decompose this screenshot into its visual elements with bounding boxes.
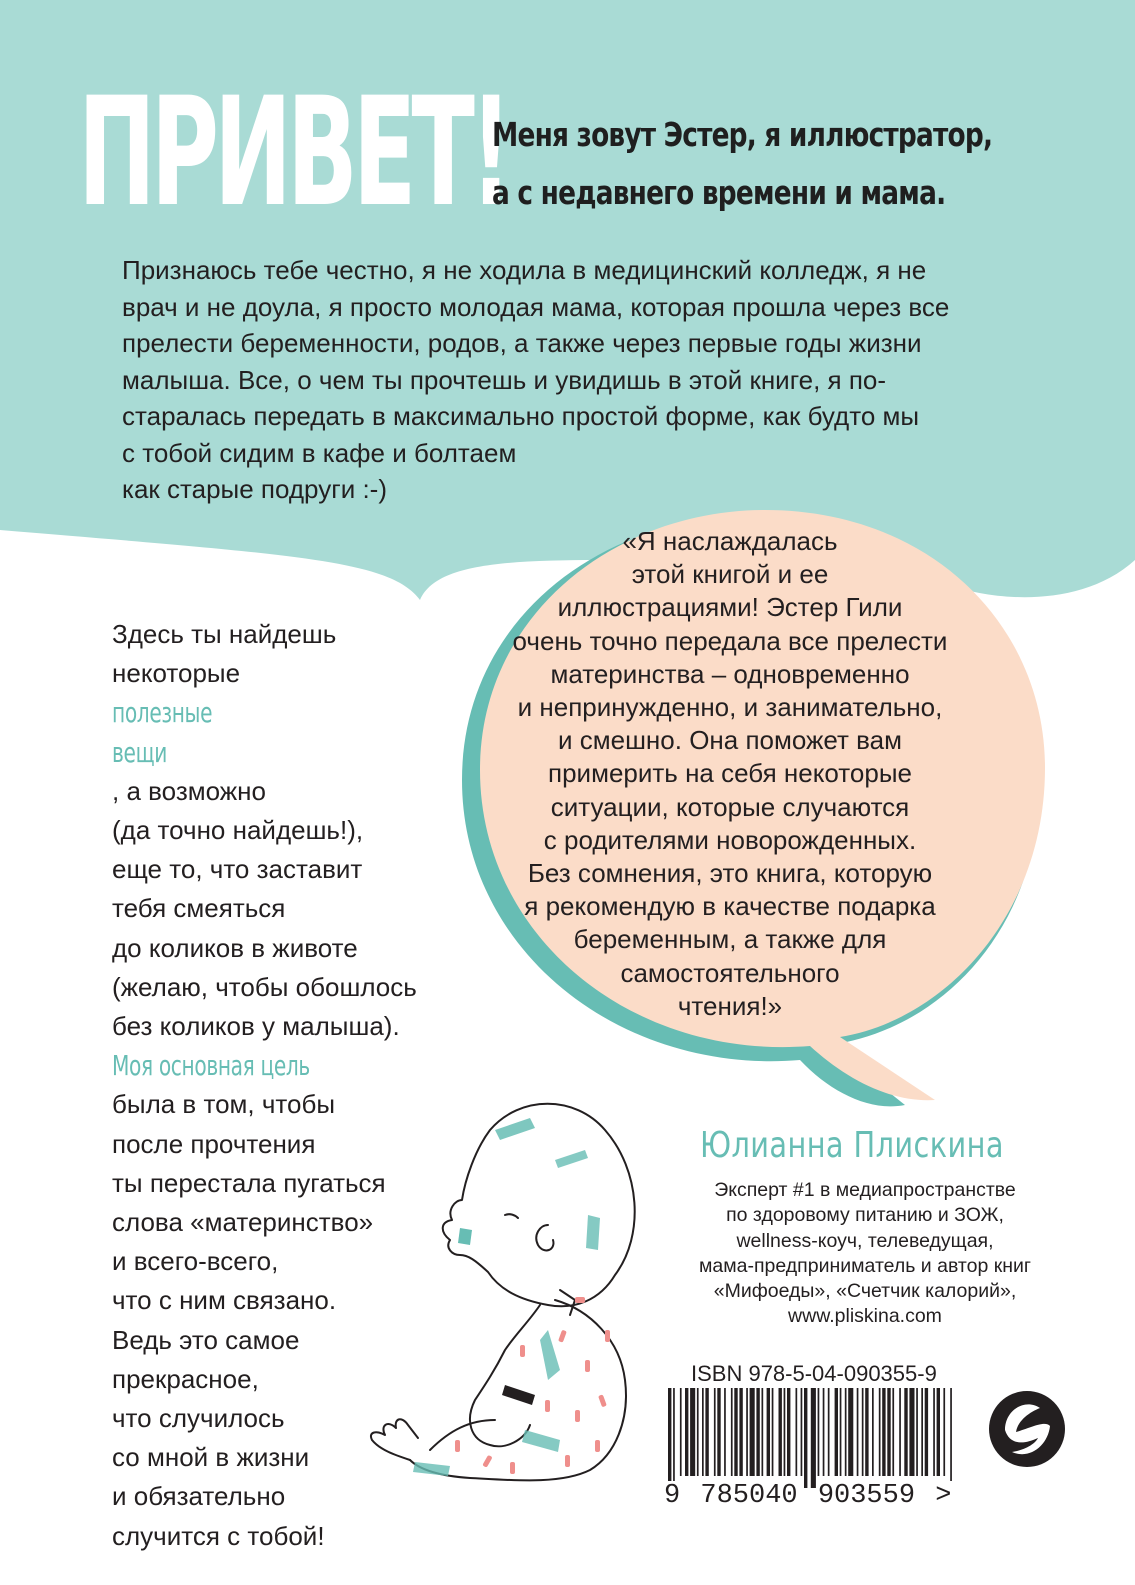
quote-line: этой книгой и ее — [631, 559, 829, 590]
left-fragment: , а возможно — [112, 775, 266, 806]
publisher-logo-icon — [989, 1391, 1065, 1467]
quote-line: чтения!» — [677, 990, 783, 1021]
left-line — [112, 1046, 452, 1085]
barcode-bar — [767, 1388, 770, 1476]
barcode-bar — [909, 1388, 914, 1476]
left-line: Ведь это самое — [112, 1324, 300, 1355]
author-info-line: по здоровому питанию и ЗОЖ, — [726, 1204, 1004, 1227]
barcode-group-2: 903559 — [817, 1481, 916, 1511]
left-line: после прочтения — [112, 1128, 316, 1159]
barcode-bar — [811, 1388, 816, 1488]
paragraph-line: старалась передать в максимально простой форме, как будто мы — [122, 401, 920, 431]
quote-line: материнства – одновременно — [550, 658, 910, 689]
barcode-bar — [739, 1388, 742, 1476]
highlight-text: вещи — [112, 735, 167, 769]
barcode-bar — [756, 1388, 759, 1476]
author-info-line: мама-предприниматель и автор книг — [698, 1254, 1032, 1277]
paragraph-line: прелести беременности, родов, а также через первые годы жизни — [122, 328, 922, 358]
intro-heading — [492, 106, 1092, 222]
barcode-bar — [848, 1388, 853, 1476]
paragraph-line: с тобой сидим в кафе и болтаем — [122, 437, 517, 468]
barcode-bar — [865, 1388, 868, 1476]
left-line: и обязательно — [112, 1481, 286, 1512]
left-line: случится с тобой! — [112, 1520, 325, 1551]
barcode-bar — [887, 1388, 890, 1476]
quote-line: Без сомнения, это книга, которую — [527, 858, 933, 889]
barcode-bar — [697, 1388, 699, 1476]
left-line: еще то, что заставит — [112, 854, 363, 885]
left-line: что с ним связано. — [112, 1285, 337, 1316]
barcode-bar — [668, 1388, 671, 1488]
barcode-bar — [750, 1388, 755, 1476]
quote-line: я рекомендую в качестве подарка — [524, 891, 936, 922]
left-column-text — [112, 615, 452, 1556]
left-line: без коликов у малыша). — [112, 1011, 400, 1042]
left-line: была в том, чтобы — [112, 1089, 336, 1120]
quote-line: с родителями новорожденных. — [543, 824, 917, 855]
left-line: прекрасное, — [112, 1363, 259, 1394]
barcode-bar — [714, 1388, 716, 1476]
author-website[interactable]: www.pliskina.com — [788, 1305, 942, 1328]
barcode-bar — [724, 1388, 726, 1476]
barcode-bar — [772, 1388, 774, 1476]
barcode-bar — [823, 1388, 825, 1476]
barcode-bar — [937, 1388, 940, 1476]
left-line: тебя смеяться — [112, 893, 286, 924]
quote-line: самостоятельного — [620, 957, 840, 988]
quote-line: беременным, а также для — [573, 924, 887, 955]
left-line: ты перестала пугаться — [112, 1167, 386, 1198]
author-name: Юлианна Плискина — [700, 1125, 1004, 1166]
barcode-bar — [796, 1388, 798, 1476]
barcode-bar — [705, 1388, 708, 1476]
paragraph-line: как старые подруги :-) — [122, 474, 387, 504]
barcode-bar — [784, 1388, 786, 1476]
barcode-bar — [673, 1388, 675, 1488]
barcode-bar — [717, 1388, 720, 1476]
barcode-bar — [933, 1388, 935, 1476]
barcode-first-digit: 9 — [664, 1481, 681, 1511]
quote-line: примерить на себя некоторые — [548, 758, 912, 789]
quote-line: и непринужденно, и занимательно, — [517, 692, 943, 723]
barcode-bar — [943, 1388, 945, 1476]
barcode-bar — [685, 1388, 688, 1476]
left-line: до коликов в животе — [112, 932, 358, 963]
left-line: Здесь ты найдешь — [112, 619, 337, 649]
barcode-bar — [787, 1388, 790, 1476]
left-line: (желаю, чтобы обошлось — [112, 971, 417, 1002]
intro-paragraph — [122, 252, 1022, 508]
intro-line: Меня зовут Эстер, я иллюстратор, — [492, 115, 993, 154]
barcode-bar — [828, 1388, 830, 1476]
paragraph-line: малыша. Все, о чем ты прочтешь и увидишь в этой книге, я по- — [122, 364, 887, 395]
left-line: со мной в жизни — [112, 1442, 310, 1473]
left-fragment: некоторые — [112, 658, 241, 689]
left-line — [112, 733, 452, 811]
barcode-bar — [734, 1388, 737, 1476]
author-info — [640, 1178, 1090, 1330]
paragraph-line: врач и не доула, я просто молодая мама, которая прошла через все — [122, 291, 950, 322]
barcode-bar — [899, 1388, 901, 1476]
barcode-group-1: 785040 — [700, 1481, 798, 1511]
barcode-bar — [916, 1388, 918, 1476]
barcode-bar — [857, 1388, 859, 1476]
isbn-label: ISBN 978-5-04-090355-9 — [691, 1361, 937, 1386]
barcode-digits — [662, 1481, 953, 1511]
barcode-bar — [879, 1388, 881, 1476]
barcode-bar — [680, 1388, 682, 1476]
author-info-line: wellness-коуч, телеведущая, — [736, 1229, 994, 1252]
quote-line: очень точно передала все прелести — [512, 625, 948, 656]
quote-line: ситуации, которые случаются — [550, 791, 910, 822]
barcode-bar — [862, 1388, 864, 1476]
highlight-text: Моя основная цель — [112, 1049, 310, 1083]
quote-line: иллюстрациями! Эстер Гили — [557, 592, 903, 623]
quote-line: «Я наслаждалась — [622, 526, 838, 556]
left-line — [112, 654, 452, 732]
barcode-bar — [702, 1388, 704, 1476]
highlight-text: полезные — [112, 696, 213, 730]
barcode-bar — [921, 1388, 923, 1476]
paragraph-line: Признаюсь тебе честно, я не ходила в медицинский колледж, я не — [122, 255, 927, 285]
barcode-bar — [690, 1388, 695, 1476]
barcode-bar — [904, 1388, 907, 1476]
intro-line: а с недавнего времени и мама. — [492, 173, 946, 212]
barcode-bar — [762, 1388, 764, 1476]
barcode-bar — [731, 1388, 733, 1476]
barcode-bar — [840, 1388, 842, 1476]
author-info-line: «Мифоеды», «Счетчик калорий», — [713, 1280, 1017, 1303]
barcode-bar — [950, 1388, 952, 1488]
barcode-bar — [872, 1388, 874, 1476]
barcode-bar — [882, 1388, 885, 1476]
barcode-bar — [845, 1388, 847, 1476]
barcode-bar — [892, 1388, 894, 1476]
author-info-line: Эксперт #1 в медиапространстве — [714, 1179, 1016, 1201]
left-line: что случилось — [112, 1403, 285, 1434]
barcode-bar — [779, 1388, 782, 1476]
quote-line: и смешно. Она поможет вам — [557, 725, 903, 756]
barcode-bar — [746, 1388, 748, 1476]
hello-heading: ПРИВЕТ! — [78, 66, 508, 240]
left-line: слова «материнство» — [112, 1207, 374, 1238]
left-line: и всего-всего, — [112, 1246, 279, 1277]
barcode-end-mark: > — [935, 1481, 952, 1511]
barcode-bar — [835, 1388, 838, 1476]
barcode-bar — [801, 1388, 803, 1476]
left-line: (да точно найдешь!), — [112, 815, 364, 846]
barcode-bar — [804, 1388, 807, 1488]
barcode-bar — [818, 1388, 820, 1476]
barcode-bar — [925, 1388, 928, 1476]
review-quote — [470, 525, 990, 1023]
